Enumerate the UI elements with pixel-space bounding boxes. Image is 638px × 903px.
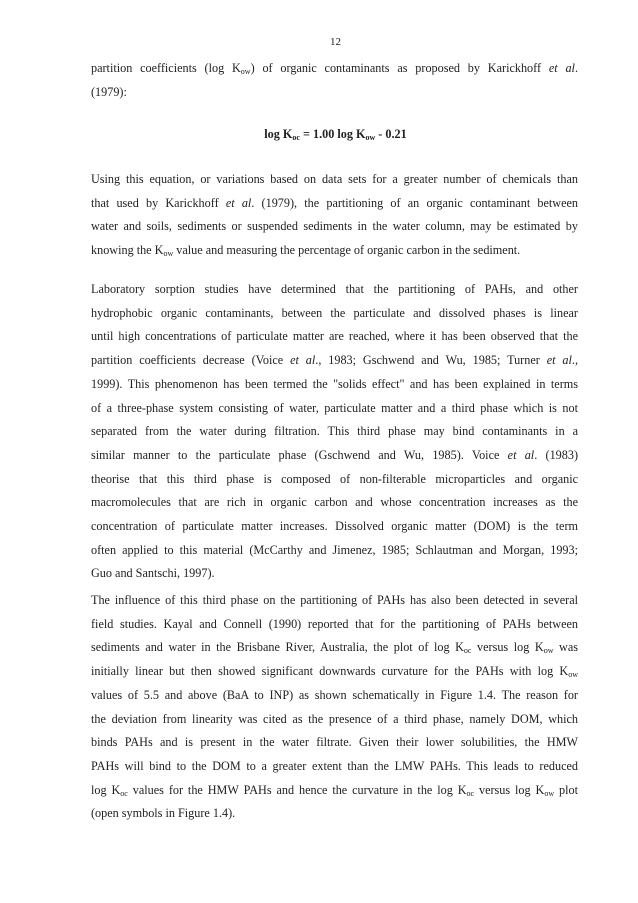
- paragraph-2: [91, 168, 578, 263]
- paragraph-3: [91, 278, 578, 586]
- text-line: The influence of this third phase on the partitioning of PAHs has also been detected in several: [91, 593, 578, 607]
- paragraph-4: [91, 589, 578, 826]
- text-line: field studies. Kayal and Connell (1990) reported that for the partitioning of PAHs between: [91, 616, 578, 631]
- equation: $\log K_{oc} = 1.00$ $\log K_{ow} - 0.21$: [264, 127, 407, 142]
- text-line: often applied to this material (McCarthy and Jimenez, 1985; Schlautman and Morgan, 1993;: [91, 542, 578, 557]
- text-line: (open symbols in Figure 1.4).: [91, 806, 236, 821]
- text-line: theorise that this third phase is composed of non-filterable microparticles and organic: [91, 471, 578, 486]
- paragraph-1: [91, 57, 578, 104]
- text-line: Using this equation, or variations based on data sets for a greater number of chemicals than: [91, 172, 578, 186]
- text-line: similar manner to the particulate phase (Gschwend and Wu, 1985). Voice et al. (1983): [91, 447, 579, 462]
- text-line: water and soils, sediments or suspended sediments in the water column, may be estimated by: [91, 219, 578, 234]
- text-line: binds PAHs and is present in the water filtrate. Given their lower solubilities, the HMW: [91, 735, 578, 750]
- text-line: (1979):: [91, 84, 127, 99]
- text-line: sediments and water in the Brisbane River, Australia, the plot of $\log K_{oc}$ versus $\log K_{ow}$ was: [91, 640, 578, 656]
- text-line: $\log K_{oc}$ values for the HMW PAHs and hence the curvature in the $\log K_{oc}$ versus $\log K_{ow}$ plot: [91, 782, 578, 798]
- text-line: values of 5.5 and above (BaA to INP) as shown schematically in Figure 1.4. The reason for: [91, 687, 578, 702]
- text-line: knowing the $K_{ow}$ value and measuring the percentage of organic carbon in the sediment.: [91, 243, 521, 259]
- text-line: Laboratory sorption studies have determined that the partitioning of PAHs, and other: [91, 282, 578, 296]
- text-line: of a three-phase system consisting of water, particulate matter and a third phase which is not: [91, 400, 578, 415]
- text-line: macromolecules that are rich in organic carbon and whose concentration increases as the: [91, 495, 578, 510]
- page-number: 12: [330, 36, 341, 48]
- text-line: concentration of particulate matter increases. Dissolved organic matter (DOM) is the term: [91, 519, 578, 534]
- text-line: Guo and Santschi, 1997).: [91, 566, 215, 581]
- text-line: 1999). This phenomenon has been termed the "solids effect" and has been explained in terms: [91, 376, 578, 391]
- text-line: partition coefficients decrease (Voice et al., 1983; Gschwend and Wu, 1985; Turner et al.,: [91, 353, 578, 368]
- text-line: that used by Karickhoff et al. (1979), the partitioning of an organic contaminant between: [91, 195, 579, 210]
- text-line: partition coefficients (log $K_{ow}$) of organic contaminants as proposed by Karickhoff et al.: [91, 61, 578, 76]
- text-line: hydrophobic organic contaminants, between the particulate and dissolved phases is linear: [91, 305, 578, 320]
- text-line: the deviation from linearity was cited as the presence of a third phase, namely DOM, which: [91, 711, 578, 726]
- text-line: until high concentrations of particulate matter are reached, where it has been observed that the: [91, 329, 578, 344]
- text-line: PAHs will bind to the DOM to a greater extent than the LMW PAHs. This leads to reduced: [91, 758, 578, 773]
- text-line: initially linear but then showed significant downwards curvature for the PAHs with $\log K_{ow}$: [91, 664, 578, 680]
- text-line: separated from the water during filtration. This third phase may bind contaminants in a: [91, 424, 578, 439]
